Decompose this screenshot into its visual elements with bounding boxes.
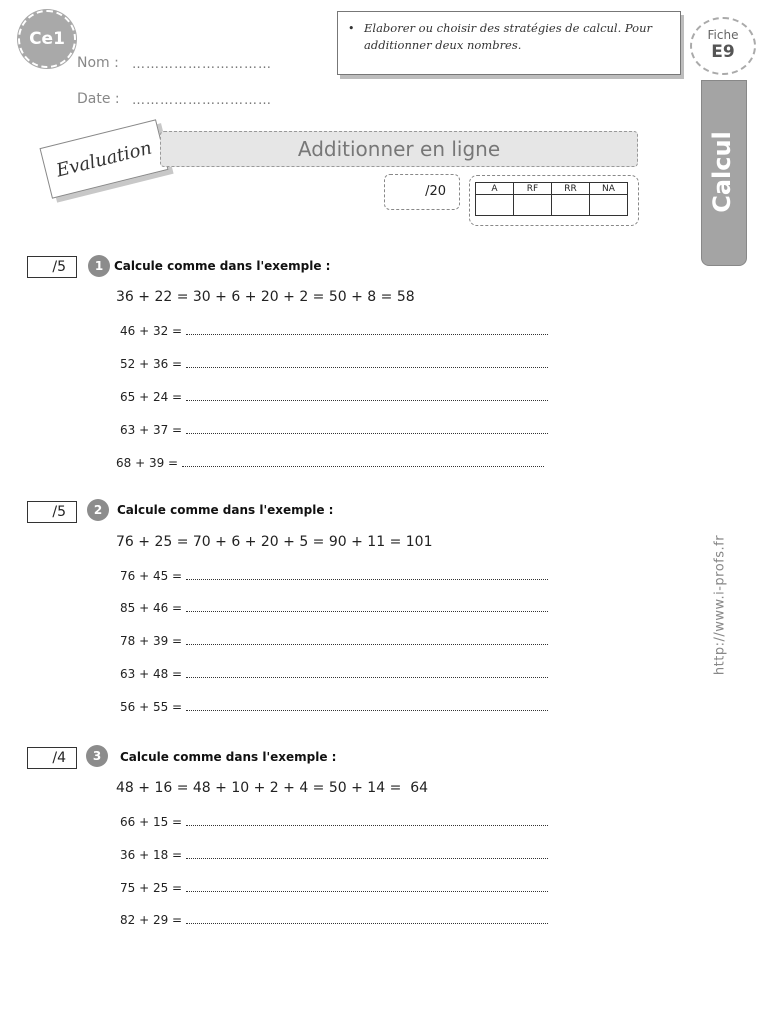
fiche-label: Fiche	[707, 28, 739, 42]
answer-field[interactable]	[186, 569, 548, 580]
grade-header-na: NA	[590, 183, 628, 195]
exercise-2-item-4: 63 + 48 =	[120, 667, 183, 681]
exercise-1-item-2: 52 + 36 =	[120, 357, 183, 371]
exercise-1-score-box: /5	[27, 256, 77, 278]
page-title: Additionner en ligne	[160, 131, 638, 167]
exercise-1-line	[120, 390, 548, 404]
answer-field[interactable]	[186, 881, 548, 892]
exercise-1-number: 1	[88, 255, 110, 277]
answer-field[interactable]	[186, 700, 548, 711]
exercise-3-item-2: 36 + 18 =	[120, 848, 183, 862]
evaluation-card	[39, 119, 168, 198]
exercise-2-item-2: 85 + 46 =	[120, 601, 183, 615]
subject-tab-label: Calcul	[708, 131, 736, 213]
answer-field[interactable]	[186, 913, 548, 924]
answer-field[interactable]	[182, 456, 544, 467]
exercise-3-instruction: Calcule comme dans l'exemple :	[120, 750, 337, 764]
evaluation-label: Evaluation	[54, 137, 154, 181]
source-url[interactable]: http://www.i-profs.fr	[712, 534, 728, 676]
grade-table-box	[469, 175, 639, 226]
exercise-1-line	[116, 456, 544, 470]
grade-header-rr: RR	[552, 183, 590, 195]
fiche-code: E9	[711, 42, 735, 62]
exercise-2-line	[120, 667, 548, 681]
name-label: Nom :	[77, 55, 119, 71]
level-badge: Ce1	[18, 10, 76, 68]
exercise-3-line	[120, 913, 548, 927]
exercise-2-line	[120, 569, 548, 583]
answer-field[interactable]	[186, 601, 548, 612]
exercise-2-instruction: Calcule comme dans l'exemple :	[117, 503, 334, 517]
exercise-2-line	[120, 700, 548, 714]
exercise-1-item-3: 65 + 24 =	[120, 390, 183, 404]
exercise-2-score-box: /5	[27, 501, 77, 523]
answer-field[interactable]	[186, 815, 548, 826]
exercise-3-item-3: 75 + 25 =	[120, 881, 183, 895]
exercise-2-line	[120, 601, 548, 615]
grade-cell-a[interactable]	[476, 195, 514, 216]
answer-field[interactable]	[186, 390, 548, 401]
answer-field[interactable]	[186, 423, 548, 434]
exercise-1-item-1: 46 + 32 =	[120, 324, 183, 338]
exercise-3-line	[120, 848, 548, 862]
exercise-3-number: 3	[86, 745, 108, 767]
grade-cell-na[interactable]	[590, 195, 628, 216]
grade-table	[475, 182, 628, 216]
answer-field[interactable]	[186, 357, 548, 368]
exercise-2-item-5: 56 + 55 =	[120, 700, 183, 714]
answer-field[interactable]	[186, 848, 548, 859]
exercise-2-line	[120, 634, 548, 648]
grade-cell-rf[interactable]	[514, 195, 552, 216]
answer-field[interactable]	[186, 324, 548, 335]
grade-header-rf: RF	[514, 183, 552, 195]
objective-bullet: •	[348, 22, 355, 35]
date-field[interactable]: …………………………	[132, 93, 272, 108]
name-field[interactable]: …………………………	[132, 57, 272, 72]
exercise-1-line	[120, 324, 548, 338]
exercise-3-score-box: /4	[27, 747, 77, 769]
exercise-3-line	[120, 815, 548, 829]
exercise-1-item-5: 68 + 39 =	[116, 456, 179, 470]
answer-field[interactable]	[186, 634, 548, 645]
exercise-2-example: 76 + 25 = 70 + 6 + 20 + 5 = 90 + 11 = 101	[116, 534, 433, 550]
date-label: Date :	[77, 91, 120, 107]
exercise-3-example: 48 + 16 = 48 + 10 + 2 + 4 = 50 + 14 = 64	[116, 780, 429, 796]
grade-cell-rr[interactable]	[552, 195, 590, 216]
exercise-3-item-1: 66 + 15 =	[120, 815, 183, 829]
exercise-3-line	[120, 881, 548, 895]
exercise-1-line	[120, 423, 548, 437]
grade-header-a: A	[476, 183, 514, 195]
exercise-1-example: 36 + 22 = 30 + 6 + 20 + 2 = 50 + 8 = 58	[116, 289, 415, 305]
objective-text: Elaborer ou choisir des stratégies de calcul. Pour additionner deux nombres.	[364, 21, 652, 52]
total-score-box: /20	[384, 174, 460, 210]
exercise-2-item-1: 76 + 45 =	[120, 569, 183, 583]
answer-field[interactable]	[186, 667, 548, 678]
exercise-1-item-4: 63 + 37 =	[120, 423, 183, 437]
exercise-3-item-4: 82 + 29 =	[120, 913, 183, 927]
exercise-2-number: 2	[87, 499, 109, 521]
exercise-1-line	[120, 357, 548, 371]
objective-box	[337, 11, 681, 75]
fiche-badge	[690, 17, 756, 75]
exercise-1-instruction: Calcule comme dans l'exemple :	[114, 259, 331, 273]
exercise-2-item-3: 78 + 39 =	[120, 634, 183, 648]
